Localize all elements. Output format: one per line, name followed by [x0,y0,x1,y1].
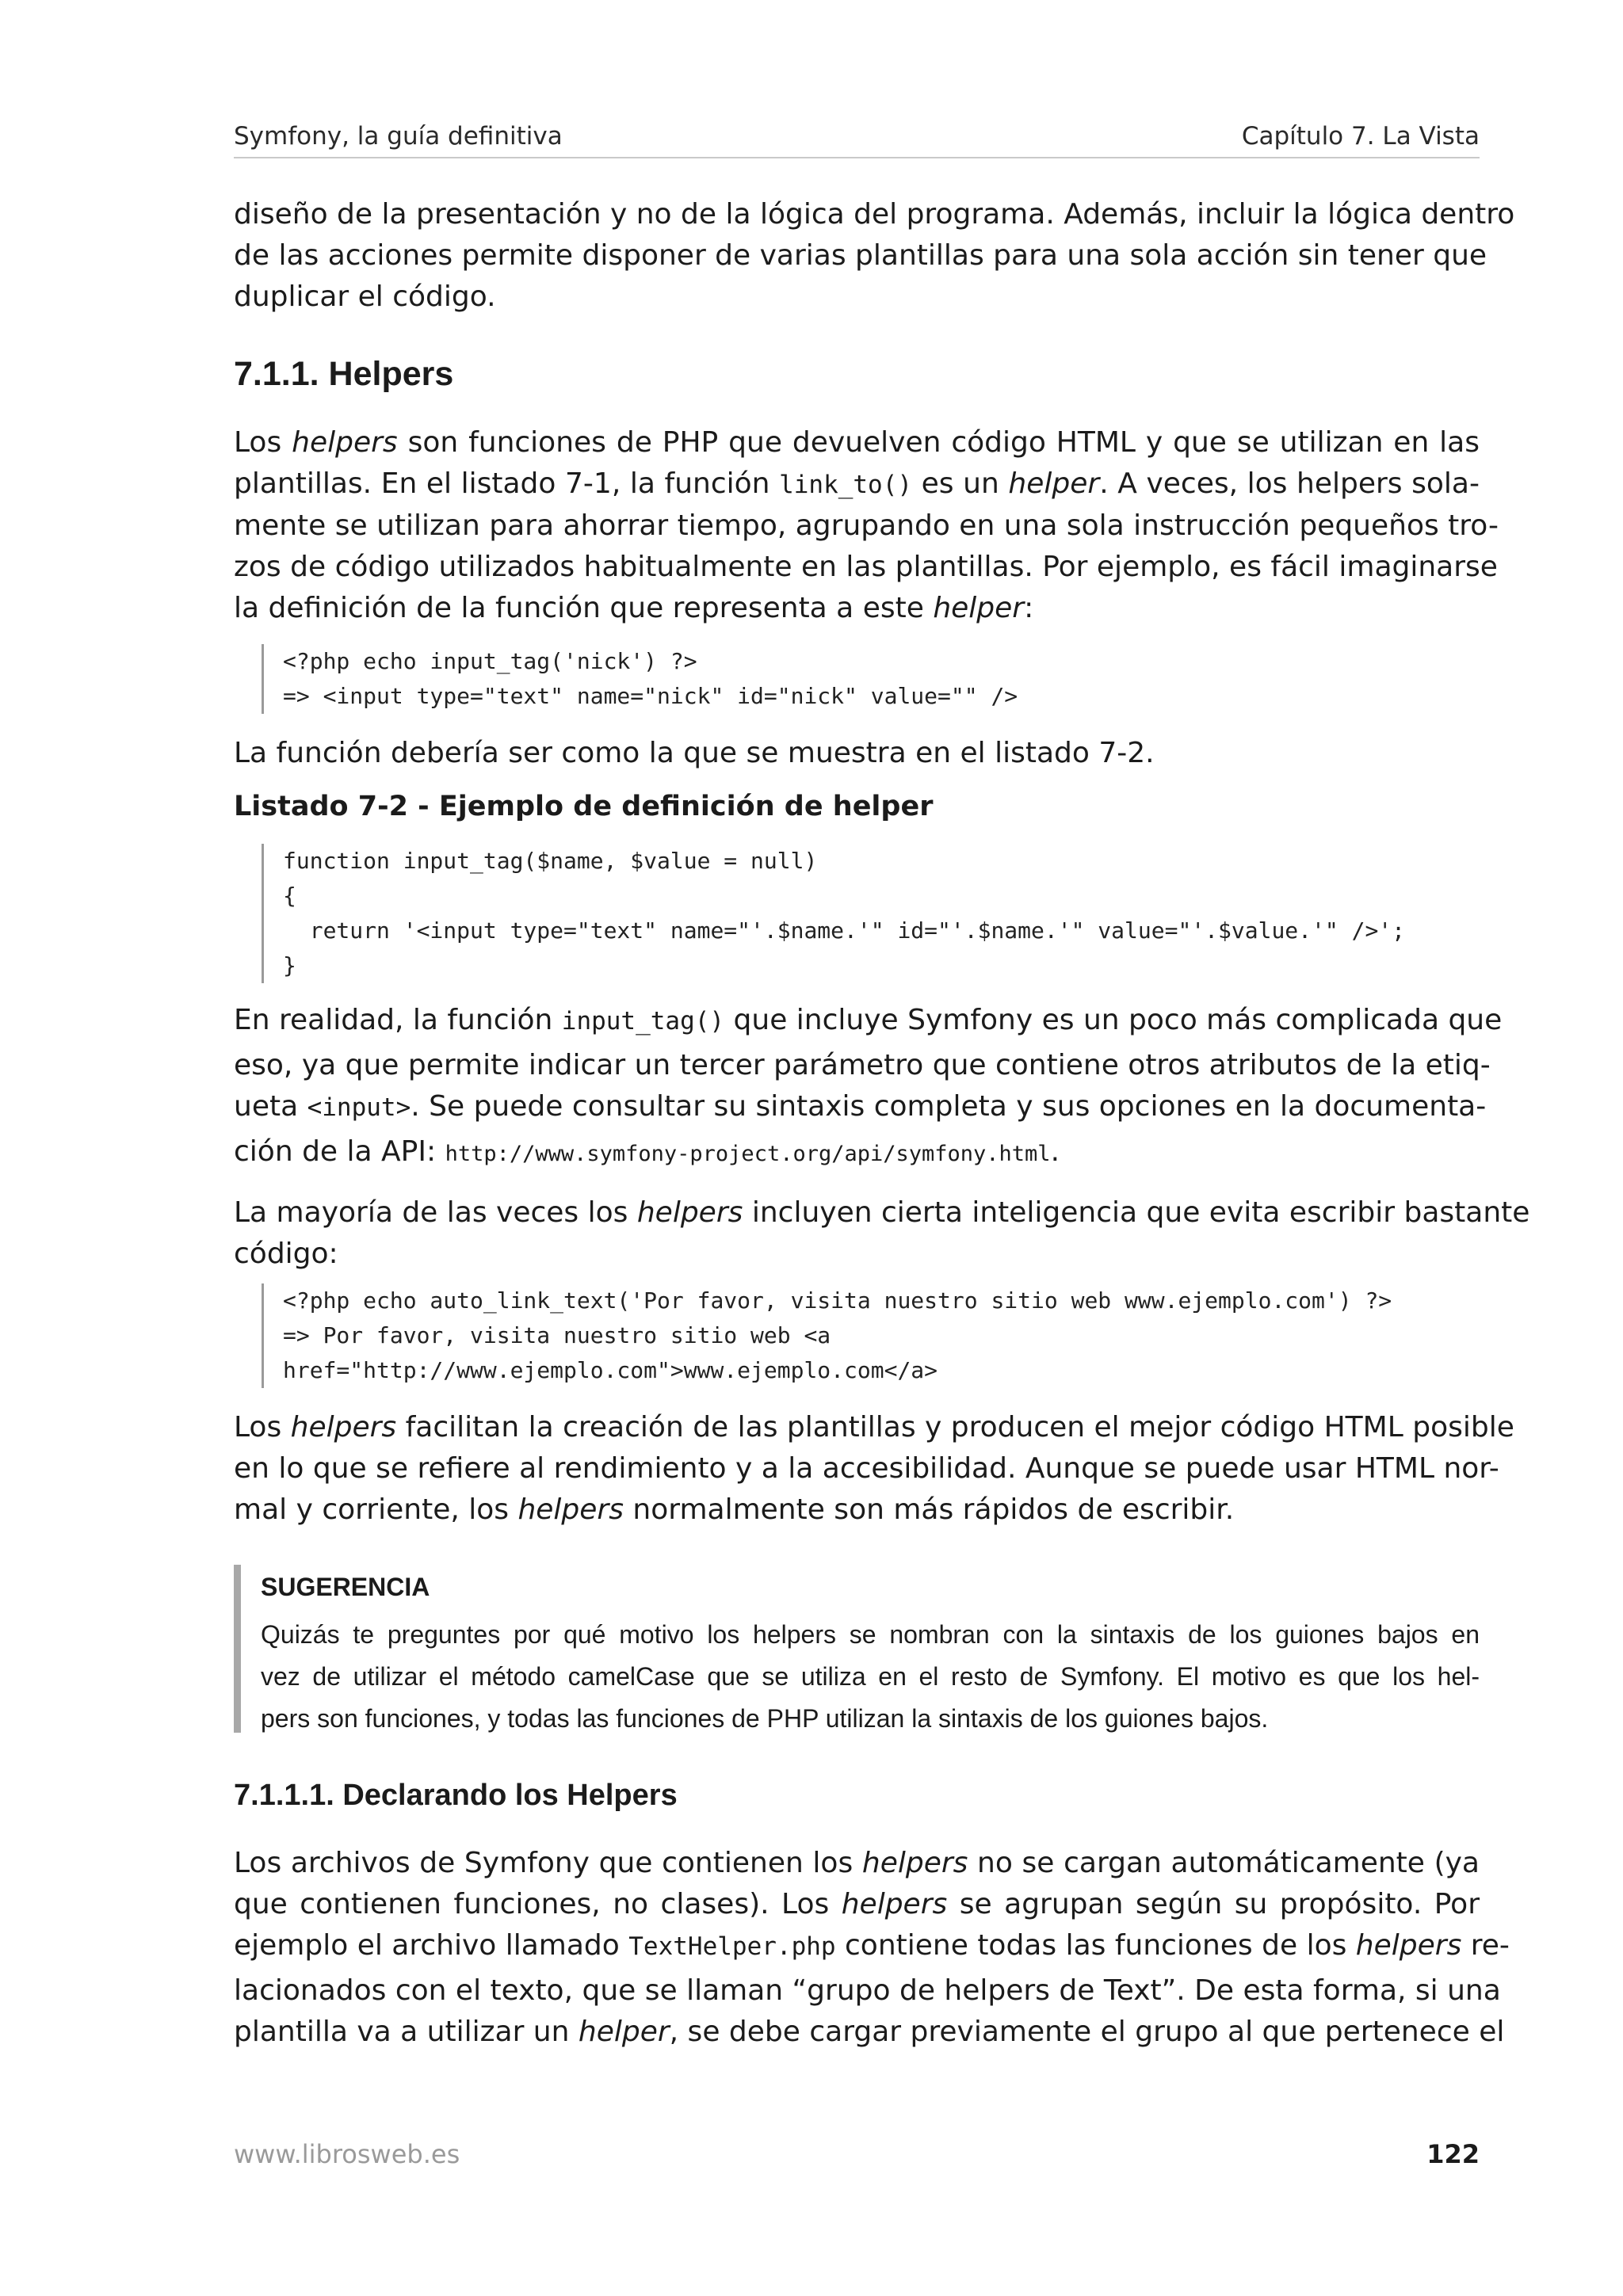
tip-title: SUGERENCIA [261,1573,430,1601]
paragraph-benefits [234,1407,1514,1531]
code-line: } [283,952,296,978]
section-heading: 7.1.1. Helpers [234,355,454,393]
text-line: la definición de la función que representa a este helper: [234,592,1034,624]
api-link[interactable]: http://www.symfony-project.org/api/symfony.html [445,1142,1051,1166]
paragraph-intelligence [234,1192,1530,1275]
text-line: pers son funciones, y todas las funciones de PHP utilizan la sintaxis de los guiones bajos. [261,1704,1269,1733]
text-line: La mayoría de las veces los helpers incluyen cierta inteligencia que evita escribir bastante [234,1196,1530,1229]
text-line: eso, ya que permite indicar un tercer parámetro que contiene otros atributos de la etiq- [234,1049,1491,1081]
code-line: => <input type="text" name="nick" id="nick" value="" /> [283,683,1018,709]
text-line: que contienen funciones, no clases). Los helpers se agrupan según su propósito. Por [234,1888,1480,1920]
code-line: { [283,883,296,909]
code-line: return '<input type="text" name="'.$name.'" id="'.$name.'" value="'.$value.'" />'; [283,917,1406,944]
code-line: <?php echo input_tag('nick') ?> [283,648,697,674]
text-line: en lo que se refiere al rendimiento y a la accesibilidad. Aunque se puede usar HTML nor- [234,1452,1499,1485]
text-line: plantilla va a utilizar un helper, se debe cargar previamente el grupo al que pertenece el [234,2016,1505,2048]
text-line: ueta <input>. Se puede consultar su sintaxis completa y sus opciones en la documenta- [234,1090,1487,1123]
text-line: Los helpers son funciones de PHP que devuelven código HTML y que se utilizan en las [234,426,1480,459]
text-line: Quizás te preguntes por qué motivo los helpers se nombran con la sintaxis de los guiones bajos en [261,1620,1480,1649]
text-line: Los helpers facilitan la creación de las plantillas y producen el mejor código HTML posible [234,1411,1514,1444]
code-line: <?php echo auto_link_text('Por favor, visita nuestro sitio web www.ejemplo.com') ?> [283,1287,1392,1314]
text-line: En realidad, la función input_tag() que incluye Symfony es un poco más complicada que [234,1004,1503,1036]
text-line: duplicar el código. [234,280,496,313]
text-line: ejemplo el archivo llamado TextHelper.php contiene todas las funciones de los helpers re- [234,1929,1510,1962]
text-line: ción de la API: http://www.symfony-project.org/api/symfony.html. [234,1135,1060,1168]
book-title: Symfony, la guía definitiva [234,122,563,151]
text-line: vez de utilizar el método camelCase que se utiliza en el resto de Symfony. El motivo es que los hel- [261,1662,1480,1691]
code-line: href="http://www.ejemplo.com">www.ejemplo.com</a> [283,1357,938,1383]
text-line: mente se utilizan para ahorrar tiempo, agrupando en una sola instrucción pequeños tro- [234,509,1499,542]
subsection-heading: 7.1.1.1. Declarando los Helpers [234,1779,678,1812]
paragraph-function [234,733,1480,774]
text-line: La función debería ser como la que se muestra en el listado 7-2. [234,737,1155,769]
inline-code: link_to() [779,471,913,499]
paragraph-intro [234,194,1515,318]
code-line: function input_tag($name, $value = null) [283,848,818,874]
paragraph-declaring [234,1843,1510,2053]
code-line: => Por favor, visita nuestro sitio web <a [283,1322,831,1348]
text-line: de las acciones permite disponer de varias plantillas para una sola acción sin tener que [234,239,1487,272]
code-block-input-tag [262,644,1018,714]
inline-code: TextHelper.php [628,1932,836,1961]
chapter-title: Capítulo 7. La Vista [1241,122,1480,151]
paragraph-input-tag [234,1000,1503,1175]
text-line: mal y corriente, los helpers normalmente son más rápidos de escribir. [234,1493,1235,1526]
inline-code: input_tag() [561,1007,725,1035]
footer-site-link[interactable]: www.librosweb.es [234,2139,460,2169]
tip-body [261,1614,1480,1740]
text-line: zos de código utilizados habitualmente en las plantillas. Por ejemplo, es fácil imaginarse [234,551,1498,583]
text-line: código: [234,1238,338,1270]
code-block-auto-link [262,1283,1392,1388]
running-header [234,119,1480,158]
text-line: lacionados con el texto, que se llaman “grupo de helpers de Text”. De esta forma, si una [234,1974,1501,2007]
inline-code: <input> [307,1093,411,1122]
code-block-definition [262,844,1405,983]
text-line: plantillas. En el listado 7-1, la función link_to() es un helper. A veces, los helpers sola- [234,467,1480,500]
page-number: 122 [1426,2139,1480,2169]
listing-caption: Listado 7-2 - Ejemplo de definición de helper [234,791,934,822]
text-line: Los archivos de Symfony que contienen los helpers no se cargan automáticamente (ya [234,1847,1480,1879]
text-line: diseño de la presentación y no de la lógica del programa. Además, incluir la lógica dentro [234,198,1515,231]
tip-box [234,1565,1487,1733]
paragraph-helpers [234,422,1499,629]
